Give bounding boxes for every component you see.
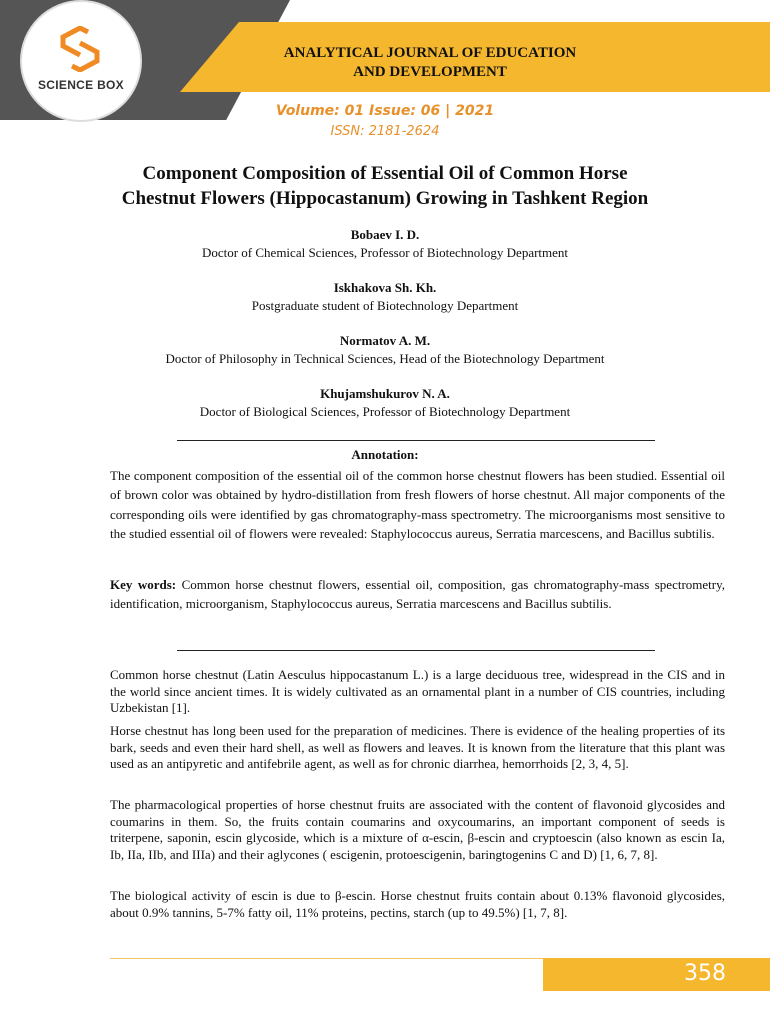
body-paragraph: The pharmacological properties of horse chestnut fruits are associated with the content of flavonoid glycosides and coumarins in them. So, the fruits contain coumarins and oxycoumarins, an important component of seeds is triterpene, saponin, escin glycoside, which is a mixture of α-escin, β-escin and cryptoescin (also known as escin Ia, Ib, IIa, IIb, and IIIa) and their aglycones ( escigenin, protoescigenin, baringtogenins C and D) [1, 6, 7, 8]. [110,797,725,862]
author-name: Khujamshukurov N. A. [320,386,450,401]
author-name: Normatov A. M. [339,333,431,348]
author-affiliation: Doctor of Biological Sciences, Professor of Biotechnology Department [199,404,571,419]
author-affiliation: Postgraduate student of Biotechnology Department [251,298,519,313]
journal-name-line1: ANALYTICAL JOURNAL OF EDUCATION [283,45,577,61]
author-affiliation: Doctor of Chemical Sciences, Professor of Biotechnology Department [201,245,569,260]
divider [177,650,655,651]
body-paragraph: The biological activity of escin is due to β-escin. Horse chestnut fruits contain about 0.13% flavonoid glycosides, about 0.9% tannins, 5-7% fatty oil, 11% proteins, pectins, starch (up to 49.5%) [1, 7, 8]. [110,888,725,920]
keywords-text: Common horse chestnut flowers, essential oil, composition, gas chromatography-mass spectrometry, identification, microorganism, Staphylococcus aureus, Serratia marcescens and Bacillus subtilis. [110,577,726,612]
paper-title-line1: Component Composition of Essential Oil of Common Horse [142,163,628,184]
keywords-label: Key words: [110,577,177,592]
author-block [100,332,670,368]
journal-name-line2: AND DEVELOPMENT [353,64,507,80]
paper-title-line2: Chestnut Flowers (Hippocastanum) Growing in Tashkent Region [121,188,649,209]
annotation-heading: Annotation: [351,447,419,462]
author-affiliation: Doctor of Philosophy in Technical Sciences, Head of the Biotechnology Department [165,351,605,366]
science-box-logo-icon [57,26,103,72]
issn: ISSN: 2181-2624 [330,124,440,139]
paper-title [100,161,670,211]
author-name: Iskhakova Sh. Kh. [333,280,437,295]
divider [177,440,655,441]
page-number-box [543,958,770,991]
author-name: Bobaev I. D. [350,227,420,242]
keywords [110,575,725,614]
author-block [100,279,670,315]
volume-issue: Volume: 01 Issue: 06 | 2021 [275,103,495,119]
author-block [100,385,670,421]
body-paragraph: Common horse chestnut (Latin Aesculus hippocastanum L.) is a large deciduous tree, widespread in the CIS and in the world since ancient times. It is widely cultivated as an ornamental plant in a number of CIS countries, including Uzbekistan [1]. [110,667,725,716]
logo-text: SCIENCE BOX [38,78,124,92]
body-paragraph: Horse chestnut has long been used for the preparation of medicines. There is evidence of the healing properties of its bark, seeds and even their hard shell, as well as flowers and leaves. It is known from the literature that this plant was used as an antipyretic and antifebrile agent, as well as for chronic diarrhea, hemorrhoids [2, 3, 4, 5]. [110,723,725,772]
journal-name [220,44,640,82]
page-number: 358 [684,961,726,986]
annotation-text: The component composition of the essential oil of the common horse chestnut flowers has been studied. Essential oil of brown color was obtained by hydro-distillation from fresh flowers of horse chestnut. All major components of the corresponding oils were identified by gas chromatography-mass spectrometry. The microorganisms most sensitive to the studied essential oil of flowers were revealed: Staphylococcus aureus, Serratia marcescens, and Bacillus subtilis. [110,468,725,541]
author-block [100,226,670,262]
